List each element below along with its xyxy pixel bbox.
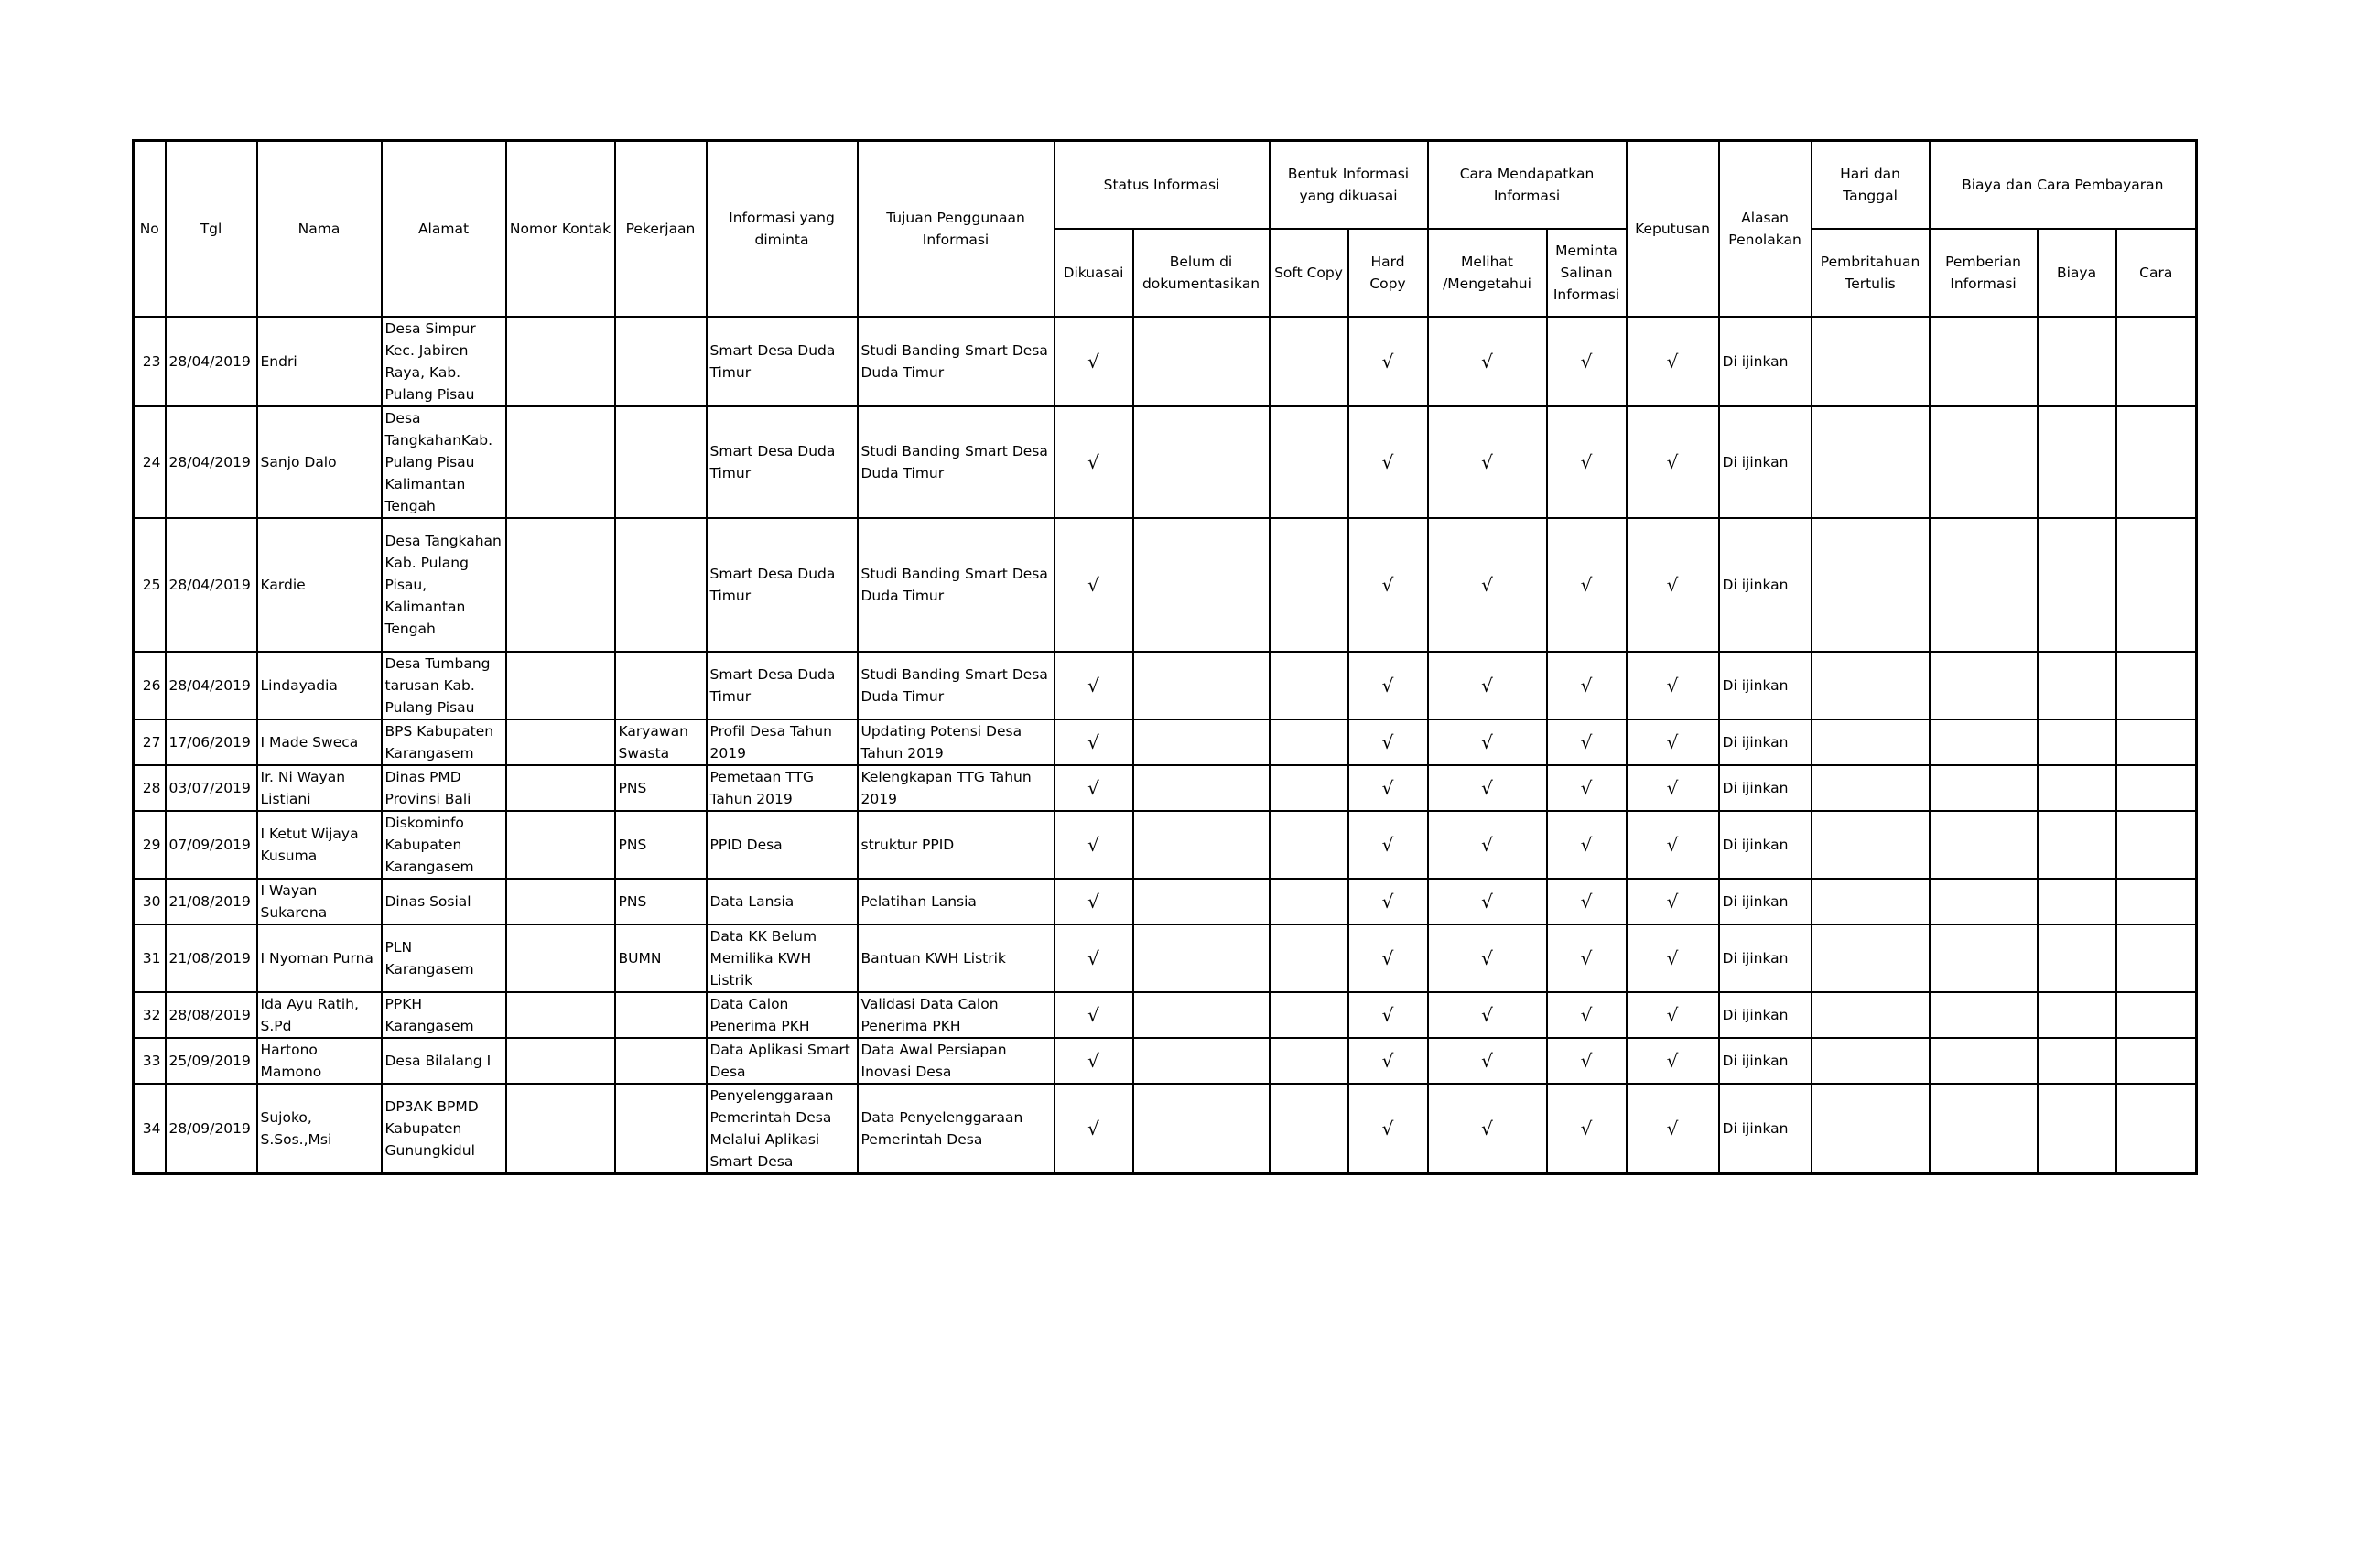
cell-alamat: PLN Karangasem [382, 924, 506, 992]
cell-nomor-kontak [506, 719, 615, 765]
cell-nama: I Wayan Sukarena [257, 879, 382, 924]
cell-informasi: Penyelenggaraan Pemerintah Desa Melalui Aplikasi Smart Desa [707, 1084, 858, 1174]
cell-soft-copy [1270, 1084, 1348, 1174]
cell-informasi: Data KK Belum Memilika KWH Listrik [707, 924, 858, 992]
cell-pemberian [1930, 924, 2038, 992]
cell-keputusan-check: √ [1627, 765, 1719, 811]
cell-soft-copy [1270, 317, 1348, 406]
cell-nama: I Ketut Wijaya Kusuma [257, 811, 382, 879]
cell-pekerjaan [615, 1084, 707, 1174]
header-cara: Cara [2116, 229, 2197, 317]
cell-nomor-kontak [506, 765, 615, 811]
cell-cara [2116, 811, 2197, 879]
cell-belum-didokumentasikan [1133, 992, 1270, 1038]
cell-nama: Sanjo Dalo [257, 406, 382, 518]
cell-no: 32 [134, 992, 166, 1038]
information-request-table [132, 139, 2198, 1175]
cell-alamat: BPS Kabupaten Karangasem [382, 719, 506, 765]
cell-melihat-check: √ [1428, 924, 1547, 992]
cell-nama: Kardie [257, 518, 382, 652]
cell-hard-copy-check: √ [1348, 518, 1428, 652]
table-row [134, 317, 2197, 406]
cell-pembritahuan [1812, 879, 1930, 924]
header-hari-tanggal: Hari dan Tanggal [1812, 141, 1930, 229]
cell-melihat-check: √ [1428, 317, 1547, 406]
cell-alasan: Di ijinkan [1719, 924, 1812, 992]
cell-pekerjaan: BUMN [615, 924, 707, 992]
cell-hard-copy-check: √ [1348, 879, 1428, 924]
table-row [134, 652, 2197, 719]
cell-tujuan: Data Awal Persiapan Inovasi Desa [858, 1038, 1055, 1084]
header-hard-copy: Hard Copy [1348, 229, 1428, 317]
header-keputusan: Keputusan [1627, 141, 1719, 317]
cell-meminta-salinan-check: √ [1547, 317, 1627, 406]
cell-meminta-salinan-check: √ [1547, 518, 1627, 652]
table-row [134, 1084, 2197, 1174]
cell-soft-copy [1270, 765, 1348, 811]
cell-pemberian [1930, 1084, 2038, 1174]
cell-pemberian [1930, 1038, 2038, 1084]
cell-biaya [2038, 719, 2116, 765]
cell-soft-copy [1270, 879, 1348, 924]
cell-soft-copy [1270, 719, 1348, 765]
cell-cara [2116, 879, 2197, 924]
cell-dikuasai-check: √ [1055, 811, 1133, 879]
cell-pemberian [1930, 652, 2038, 719]
cell-melihat-check: √ [1428, 1038, 1547, 1084]
cell-hard-copy-check: √ [1348, 992, 1428, 1038]
cell-meminta-salinan-check: √ [1547, 992, 1627, 1038]
cell-cara [2116, 317, 2197, 406]
cell-soft-copy [1270, 406, 1348, 518]
cell-alasan: Di ijinkan [1719, 652, 1812, 719]
cell-meminta-salinan-check: √ [1547, 811, 1627, 879]
cell-nama: Sujoko, S.Sos.,Msi [257, 1084, 382, 1174]
cell-no: 30 [134, 879, 166, 924]
cell-cara [2116, 518, 2197, 652]
cell-hard-copy-check: √ [1348, 924, 1428, 992]
cell-nama: Hartono Mamono [257, 1038, 382, 1084]
cell-informasi: PPID Desa [707, 811, 858, 879]
header-pembritahuan: Pembritahuan Tertulis [1812, 229, 1930, 317]
cell-nama: Ida Ayu Ratih, S.Pd [257, 992, 382, 1038]
cell-tgl: 21/08/2019 [166, 879, 257, 924]
cell-pekerjaan: PNS [615, 765, 707, 811]
cell-nomor-kontak [506, 1038, 615, 1084]
cell-tujuan: Studi Banding Smart Desa Duda Timur [858, 518, 1055, 652]
cell-cara [2116, 1038, 2197, 1084]
cell-soft-copy [1270, 652, 1348, 719]
cell-pembritahuan [1812, 1084, 1930, 1174]
cell-belum-didokumentasikan [1133, 719, 1270, 765]
header-tgl: Tgl [166, 141, 257, 317]
cell-informasi: Smart Desa Duda Timur [707, 406, 858, 518]
header-alasan-penolakan: Alasan Penolakan [1719, 141, 1812, 317]
cell-melihat-check: √ [1428, 765, 1547, 811]
cell-biaya [2038, 1084, 2116, 1174]
cell-alamat: DP3AK BPMD Kabupaten Gunungkidul [382, 1084, 506, 1174]
cell-nomor-kontak [506, 317, 615, 406]
cell-keputusan-check: √ [1627, 518, 1719, 652]
cell-nomor-kontak [506, 1084, 615, 1174]
cell-tgl: 28/04/2019 [166, 406, 257, 518]
cell-tujuan: struktur PPID [858, 811, 1055, 879]
cell-alamat: Dinas PMD Provinsi Bali [382, 765, 506, 811]
cell-keputusan-check: √ [1627, 719, 1719, 765]
table-body [134, 317, 2197, 1174]
cell-melihat-check: √ [1428, 406, 1547, 518]
cell-pekerjaan [615, 992, 707, 1038]
header-tujuan: Tujuan Penggunaan Informasi [858, 141, 1055, 317]
header-alamat: Alamat [382, 141, 506, 317]
table-row [134, 406, 2197, 518]
cell-melihat-check: √ [1428, 811, 1547, 879]
cell-hard-copy-check: √ [1348, 719, 1428, 765]
cell-cara [2116, 924, 2197, 992]
cell-hard-copy-check: √ [1348, 765, 1428, 811]
cell-belum-didokumentasikan [1133, 317, 1270, 406]
cell-hard-copy-check: √ [1348, 1038, 1428, 1084]
header-meminta-salinan: Meminta Salinan Informasi [1547, 229, 1627, 317]
cell-no: 33 [134, 1038, 166, 1084]
header-dikuasai: Dikuasai [1055, 229, 1133, 317]
cell-keputusan-check: √ [1627, 1038, 1719, 1084]
cell-melihat-check: √ [1428, 1084, 1547, 1174]
cell-belum-didokumentasikan [1133, 765, 1270, 811]
cell-meminta-salinan-check: √ [1547, 406, 1627, 518]
table-row [134, 879, 2197, 924]
cell-no: 34 [134, 1084, 166, 1174]
cell-hard-copy-check: √ [1348, 317, 1428, 406]
cell-no: 24 [134, 406, 166, 518]
cell-tujuan: Studi Banding Smart Desa Duda Timur [858, 652, 1055, 719]
cell-pemberian [1930, 879, 2038, 924]
header-cara-mendapatkan: Cara Mendapatkan Informasi [1428, 141, 1627, 229]
cell-alamat: Dinas Sosial [382, 879, 506, 924]
cell-nomor-kontak [506, 406, 615, 518]
cell-dikuasai-check: √ [1055, 992, 1133, 1038]
cell-tgl: 28/04/2019 [166, 518, 257, 652]
cell-nomor-kontak [506, 879, 615, 924]
cell-biaya [2038, 765, 2116, 811]
cell-hard-copy-check: √ [1348, 811, 1428, 879]
cell-alasan: Di ijinkan [1719, 317, 1812, 406]
cell-keputusan-check: √ [1627, 652, 1719, 719]
cell-pemberian [1930, 765, 2038, 811]
cell-informasi: Data Lansia [707, 879, 858, 924]
cell-tgl: 25/09/2019 [166, 1038, 257, 1084]
cell-hard-copy-check: √ [1348, 652, 1428, 719]
cell-hard-copy-check: √ [1348, 406, 1428, 518]
cell-keputusan-check: √ [1627, 992, 1719, 1038]
cell-tujuan: Validasi Data Calon Penerima PKH [858, 992, 1055, 1038]
cell-no: 23 [134, 317, 166, 406]
cell-pekerjaan [615, 317, 707, 406]
header-status-informasi: Status Informasi [1055, 141, 1270, 229]
cell-keputusan-check: √ [1627, 317, 1719, 406]
cell-pemberian [1930, 992, 2038, 1038]
cell-alamat: Desa Bilalang I [382, 1038, 506, 1084]
cell-nomor-kontak [506, 518, 615, 652]
cell-soft-copy [1270, 811, 1348, 879]
cell-cara [2116, 406, 2197, 518]
cell-belum-didokumentasikan [1133, 518, 1270, 652]
cell-pembritahuan [1812, 811, 1930, 879]
header-pekerjaan: Pekerjaan [615, 141, 707, 317]
cell-pekerjaan [615, 652, 707, 719]
cell-pembritahuan [1812, 1038, 1930, 1084]
cell-meminta-salinan-check: √ [1547, 924, 1627, 992]
cell-biaya [2038, 992, 2116, 1038]
cell-biaya [2038, 924, 2116, 992]
cell-pemberian [1930, 406, 2038, 518]
cell-tgl: 28/04/2019 [166, 317, 257, 406]
cell-dikuasai-check: √ [1055, 406, 1133, 518]
cell-pemberian [1930, 317, 2038, 406]
cell-pekerjaan [615, 518, 707, 652]
cell-pekerjaan: Karyawan Swasta [615, 719, 707, 765]
cell-nomor-kontak [506, 924, 615, 992]
cell-cara [2116, 652, 2197, 719]
cell-tujuan: Data Penyelenggaraan Pemerintah Desa [858, 1084, 1055, 1174]
cell-nama: Ir. Ni Wayan Listiani [257, 765, 382, 811]
table-row [134, 719, 2197, 765]
cell-no: 31 [134, 924, 166, 992]
cell-tgl: 17/06/2019 [166, 719, 257, 765]
cell-cara [2116, 719, 2197, 765]
cell-meminta-salinan-check: √ [1547, 1038, 1627, 1084]
cell-dikuasai-check: √ [1055, 1084, 1133, 1174]
cell-informasi: Smart Desa Duda Timur [707, 317, 858, 406]
cell-soft-copy [1270, 1038, 1348, 1084]
cell-meminta-salinan-check: √ [1547, 719, 1627, 765]
cell-keputusan-check: √ [1627, 406, 1719, 518]
cell-meminta-salinan-check: √ [1547, 1084, 1627, 1174]
header-no: No [134, 141, 166, 317]
cell-informasi: Profil Desa Tahun 2019 [707, 719, 858, 765]
cell-biaya [2038, 879, 2116, 924]
header-soft-copy: Soft Copy [1270, 229, 1348, 317]
cell-pemberian [1930, 719, 2038, 765]
cell-nama: I Made Sweca [257, 719, 382, 765]
cell-pembritahuan [1812, 652, 1930, 719]
cell-alasan: Di ijinkan [1719, 992, 1812, 1038]
cell-belum-didokumentasikan [1133, 1038, 1270, 1084]
header-biaya: Biaya [2038, 229, 2116, 317]
cell-tujuan: Updating Potensi Desa Tahun 2019 [858, 719, 1055, 765]
header-belum-didokumentasikan: Belum di dokumentasikan [1133, 229, 1270, 317]
table-row [134, 924, 2197, 992]
cell-melihat-check: √ [1428, 652, 1547, 719]
cell-cara [2116, 1084, 2197, 1174]
cell-pembritahuan [1812, 317, 1930, 406]
cell-pekerjaan: PNS [615, 879, 707, 924]
cell-pembritahuan [1812, 719, 1930, 765]
cell-biaya [2038, 317, 2116, 406]
cell-soft-copy [1270, 992, 1348, 1038]
cell-hard-copy-check: √ [1348, 1084, 1428, 1174]
cell-dikuasai-check: √ [1055, 765, 1133, 811]
cell-nomor-kontak [506, 811, 615, 879]
cell-tujuan: Studi Banding Smart Desa Duda Timur [858, 317, 1055, 406]
cell-soft-copy [1270, 518, 1348, 652]
cell-cara [2116, 992, 2197, 1038]
cell-informasi: Smart Desa Duda Timur [707, 652, 858, 719]
cell-tujuan: Studi Banding Smart Desa Duda Timur [858, 406, 1055, 518]
header-biaya-cara: Biaya dan Cara Pembayaran [1930, 141, 2197, 229]
cell-alasan: Di ijinkan [1719, 1084, 1812, 1174]
cell-pekerjaan [615, 1038, 707, 1084]
cell-biaya [2038, 1038, 2116, 1084]
cell-alamat: PPKH Karangasem [382, 992, 506, 1038]
cell-tujuan: Pelatihan Lansia [858, 879, 1055, 924]
cell-pekerjaan [615, 406, 707, 518]
cell-melihat-check: √ [1428, 518, 1547, 652]
cell-belum-didokumentasikan [1133, 652, 1270, 719]
cell-pemberian [1930, 518, 2038, 652]
cell-biaya [2038, 406, 2116, 518]
cell-alasan: Di ijinkan [1719, 719, 1812, 765]
cell-alasan: Di ijinkan [1719, 1038, 1812, 1084]
cell-keputusan-check: √ [1627, 811, 1719, 879]
cell-alamat: Diskominfo Kabupaten Karangasem [382, 811, 506, 879]
header-nama: Nama [257, 141, 382, 317]
cell-belum-didokumentasikan [1133, 1084, 1270, 1174]
cell-alasan: Di ijinkan [1719, 406, 1812, 518]
cell-no: 28 [134, 765, 166, 811]
cell-tgl: 28/04/2019 [166, 652, 257, 719]
cell-alamat: Desa Simpur Kec. Jabiren Raya, Kab. Pulang Pisau [382, 317, 506, 406]
cell-keputusan-check: √ [1627, 1084, 1719, 1174]
cell-alamat: Desa Tumbang tarusan Kab. Pulang Pisau [382, 652, 506, 719]
cell-dikuasai-check: √ [1055, 719, 1133, 765]
cell-belum-didokumentasikan [1133, 924, 1270, 992]
cell-pembritahuan [1812, 406, 1930, 518]
cell-tgl: 28/08/2019 [166, 992, 257, 1038]
cell-no: 29 [134, 811, 166, 879]
cell-keputusan-check: √ [1627, 879, 1719, 924]
cell-melihat-check: √ [1428, 719, 1547, 765]
cell-belum-didokumentasikan [1133, 879, 1270, 924]
cell-alasan: Di ijinkan [1719, 879, 1812, 924]
cell-informasi: Smart Desa Duda Timur [707, 518, 858, 652]
cell-tujuan: Kelengkapan TTG Tahun 2019 [858, 765, 1055, 811]
cell-pembritahuan [1812, 992, 1930, 1038]
cell-melihat-check: √ [1428, 992, 1547, 1038]
cell-dikuasai-check: √ [1055, 924, 1133, 992]
table-row [134, 992, 2197, 1038]
cell-cara [2116, 765, 2197, 811]
header-melihat: Melihat /Mengetahui [1428, 229, 1547, 317]
cell-belum-didokumentasikan [1133, 811, 1270, 879]
cell-no: 27 [134, 719, 166, 765]
cell-nomor-kontak [506, 652, 615, 719]
cell-pembritahuan [1812, 924, 1930, 992]
cell-no: 26 [134, 652, 166, 719]
cell-alasan: Di ijinkan [1719, 518, 1812, 652]
cell-nama: Endri [257, 317, 382, 406]
cell-pembritahuan [1812, 765, 1930, 811]
cell-nama: Lindayadia [257, 652, 382, 719]
cell-keputusan-check: √ [1627, 924, 1719, 992]
cell-biaya [2038, 518, 2116, 652]
cell-pekerjaan: PNS [615, 811, 707, 879]
cell-alasan: Di ijinkan [1719, 811, 1812, 879]
cell-dikuasai-check: √ [1055, 1038, 1133, 1084]
cell-pemberian [1930, 811, 2038, 879]
header-informasi: Informasi yang diminta [707, 141, 858, 317]
cell-tgl: 28/09/2019 [166, 1084, 257, 1174]
cell-informasi: Pemetaan TTG Tahun 2019 [707, 765, 858, 811]
cell-tgl: 03/07/2019 [166, 765, 257, 811]
cell-soft-copy [1270, 924, 1348, 992]
cell-melihat-check: √ [1428, 879, 1547, 924]
cell-dikuasai-check: √ [1055, 317, 1133, 406]
table-row [134, 518, 2197, 652]
cell-tgl: 21/08/2019 [166, 924, 257, 992]
table-row [134, 765, 2197, 811]
cell-informasi: Data Calon Penerima PKH [707, 992, 858, 1038]
cell-dikuasai-check: √ [1055, 652, 1133, 719]
cell-alasan: Di ijinkan [1719, 765, 1812, 811]
table-header [134, 141, 2197, 317]
cell-tujuan: Bantuan KWH Listrik [858, 924, 1055, 992]
header-nomor-kontak: Nomor Kontak [506, 141, 615, 317]
cell-alamat: Desa Tangkahan Kab. Pulang Pisau, Kalimantan Tengah [382, 518, 506, 652]
cell-dikuasai-check: √ [1055, 518, 1133, 652]
cell-dikuasai-check: √ [1055, 879, 1133, 924]
cell-nomor-kontak [506, 992, 615, 1038]
header-pemberian: Pemberian Informasi [1930, 229, 2038, 317]
table-row [134, 1038, 2197, 1084]
cell-meminta-salinan-check: √ [1547, 879, 1627, 924]
cell-belum-didokumentasikan [1133, 406, 1270, 518]
cell-no: 25 [134, 518, 166, 652]
cell-tgl: 07/09/2019 [166, 811, 257, 879]
cell-biaya [2038, 811, 2116, 879]
cell-meminta-salinan-check: √ [1547, 765, 1627, 811]
cell-meminta-salinan-check: √ [1547, 652, 1627, 719]
cell-nama: I Nyoman Purna [257, 924, 382, 992]
register-sheet [132, 139, 2195, 1175]
cell-biaya [2038, 652, 2116, 719]
cell-pembritahuan [1812, 518, 1930, 652]
cell-informasi: Data Aplikasi Smart Desa [707, 1038, 858, 1084]
table-row [134, 811, 2197, 879]
cell-alamat: Desa TangkahanKab. Pulang Pisau Kalimantan Tengah [382, 406, 506, 518]
header-bentuk-informasi: Bentuk Informasi yang dikuasai [1270, 141, 1428, 229]
